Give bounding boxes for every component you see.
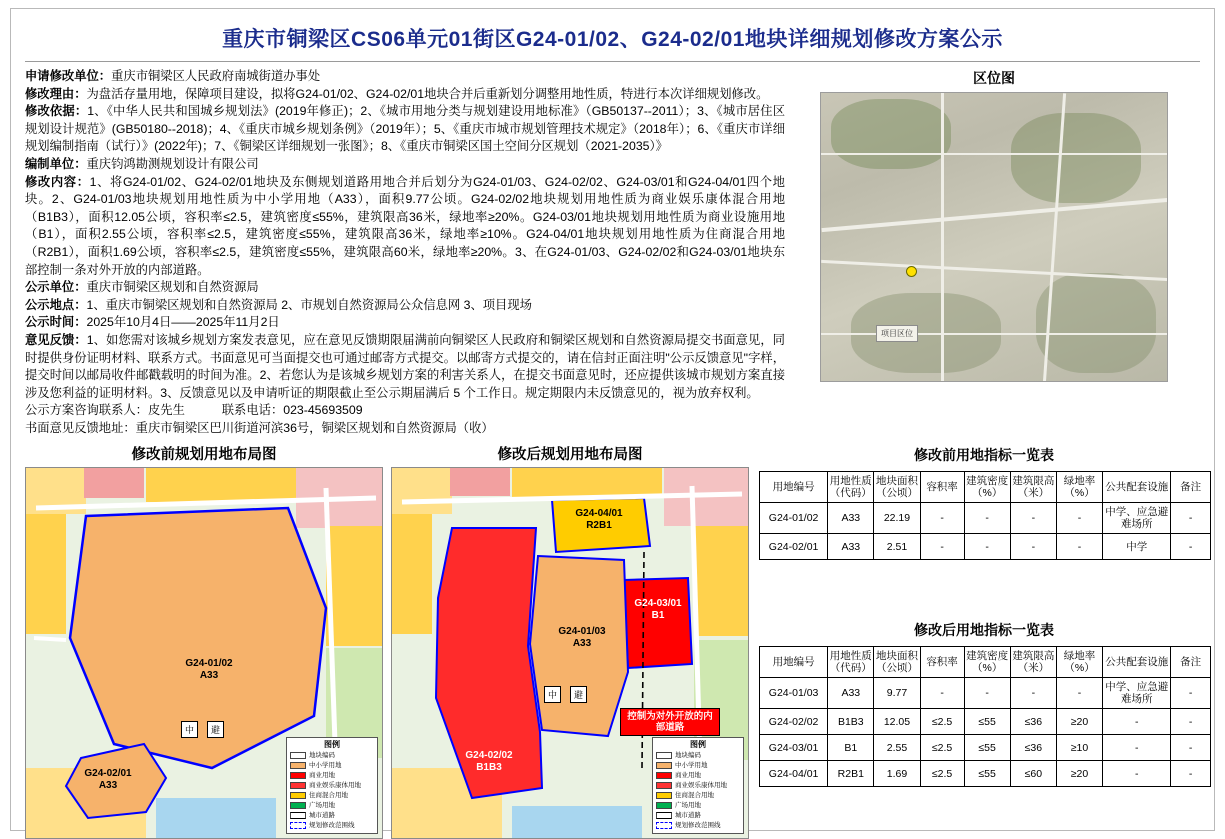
parcel-label-g2401-03 [540,626,624,650]
paragraph-text: 为盘活存量用地，保障项目建设，拟将G24-01/02、G24-02/01地块合并后重新划分调整用地性质，特进行本次详细规划修改。 [86,86,769,101]
badge-school-icon: 中 [544,686,561,703]
cell-far: - [920,678,964,709]
cell-code: G24-03/01 [760,735,828,761]
public-notice-sheet [10,8,1215,831]
before-map-legend [286,737,378,834]
table-row [760,761,1211,787]
th-density: 建筑密度（%） [964,647,1010,678]
legend-label: 中小学用地 [675,762,708,770]
paragraph-applicant [25,68,785,86]
parcel-code: G24-01/02 [185,658,233,670]
table-header-row [760,647,1211,678]
cell-far: - [920,503,964,534]
cell-code: G24-04/01 [760,761,828,787]
tables-column [757,443,1209,839]
legend-swatch [290,762,306,769]
before-table-title: 修改前用地指标一览表 [914,447,1054,464]
legend-swatch [656,772,672,779]
paragraph-basis [25,103,785,156]
after-map-image [391,467,749,839]
location-map-column [795,68,1193,437]
before-map-block [25,443,383,839]
cell-use: B1B3 [828,709,874,735]
legend-label: 住商混合用地 [309,792,348,800]
legend-item [656,751,740,760]
cell-area: 2.55 [874,735,920,761]
paragraph-text: 2025年10月4日——2025年11月2日 [86,315,280,330]
cell-facilities: 中学、应急避难场所 [1103,503,1171,534]
paragraph-label: 修改内容： [25,174,90,189]
cell-remark: - [1171,534,1211,560]
cell-height: - [1010,534,1056,560]
legend-swatch [656,782,672,789]
legend-item [290,771,374,780]
paragraph-content [25,174,785,280]
parcel-use: A33 [572,638,592,650]
before-index-table [759,471,1211,560]
paragraph-period [25,314,785,332]
cell-green: ≥10 [1056,735,1102,761]
cell-far: ≤2.5 [920,709,964,735]
legend-swatch [656,752,672,759]
parcel-label-g2401-02 [154,658,264,682]
legend-label: 规划修改范围线 [309,822,355,830]
cell-code: G24-02/01 [760,534,828,560]
cell-height: - [1010,503,1056,534]
after-table-title: 修改后用地指标一览表 [914,622,1054,639]
cell-use: A33 [828,534,874,560]
legend-item [656,801,740,810]
legend-item [290,761,374,770]
legend-swatch [290,772,306,779]
paragraph-label: 修改理由： [25,86,87,101]
after-index-table [759,646,1211,787]
legend-label: 商业娱乐康体用地 [675,782,727,790]
legend-label: 商业用地 [309,772,335,780]
legend-label: 地块编码 [675,752,701,760]
legend-label: 广场用地 [675,802,701,810]
legend-swatch [656,802,672,809]
parcel-label-g2402-02 [444,750,534,774]
cell-green: ≥20 [1056,761,1102,787]
legend-swatch [290,822,306,829]
legend-item [656,781,740,790]
th-use: 用地性质（代码） [828,647,874,678]
paragraph-address [25,420,785,438]
legend-item [656,821,740,830]
legend-swatch [290,782,306,789]
legend-swatch [656,762,672,769]
cell-use: R2B1 [828,761,874,787]
legend-item [290,811,374,820]
cell-facilities: - [1103,735,1171,761]
th-area: 地块面积（公顷） [874,472,920,503]
badge-shelter-icon: 避 [570,686,587,703]
cell-far: - [920,534,964,560]
th-facilities: 公共配套设施 [1103,647,1171,678]
paragraph-label: 修改依据： [25,104,88,119]
table-row [760,534,1211,560]
cell-density: ≤55 [964,735,1010,761]
legend-title: 图例 [690,740,706,750]
paragraph-label: 公示单位： [25,280,87,295]
legend-swatch [290,752,306,759]
paragraph-text: 书面意见反馈地址：重庆市铜梁区巴川街道河滨36号，铜梁区规划和自然资源局（收） [25,420,494,435]
cell-facilities: 中学、应急避难场所 [1103,678,1171,709]
th-facilities: 公共配套设施 [1103,472,1171,503]
paragraph-text: 重庆市铜梁区人民政府南城街道办事处 [111,69,321,83]
th-green: 绿地率（%） [1056,647,1102,678]
paragraph-text: 1、重庆市铜梁区规划和自然资源局 2、市规划自然资源局公众信息网 3、项目现场 [86,297,532,312]
cell-height: ≤36 [1010,709,1056,735]
legend-label: 城市道路 [675,812,701,820]
th-remark: 备注 [1171,647,1211,678]
parcel-use: A33 [98,780,118,792]
legend-label: 城市道路 [309,812,335,820]
legend-item [290,791,374,800]
legend-item [290,801,374,810]
cell-remark: - [1171,761,1211,787]
legend-swatch [290,802,306,809]
page-title: 重庆市铜梁区CS06单元01街区G24-01/02、G24-02/01地块详细规划修改方案公示 [222,28,1003,51]
cell-use: A33 [828,678,874,709]
legend-item [656,761,740,770]
cell-density: - [964,503,1010,534]
map-road [821,333,1168,335]
legend-swatch [656,822,672,829]
legend-label: 商业用地 [675,772,701,780]
paragraph-preparer [25,156,785,174]
parcel-code: G24-03/01 [634,598,682,610]
th-use: 用地性质（代码） [828,472,874,503]
legend-item [656,791,740,800]
th-height: 建筑限高（米） [1010,647,1056,678]
cell-remark: - [1171,503,1211,534]
legend-item [290,821,374,830]
cell-use: A33 [828,503,874,534]
cell-facilities: 中学 [1103,534,1171,560]
parcel-use: A33 [199,670,219,682]
lower-section [25,443,1200,839]
th-green: 绿地率（%） [1056,472,1102,503]
before-map-title: 修改前规划用地布局图 [131,447,277,464]
th-code: 用地编号 [760,647,828,678]
paragraph-text: 公示方案咨询联系人：皮先生 联系电话：023-45693509 [25,403,363,418]
parcel-use: R2B1 [586,520,612,532]
after-map-title: 修改后规划用地布局图 [497,447,643,464]
cell-use: B1 [828,735,874,761]
paragraph-text: 1、如您需对该城乡规划方案发表意见，应在意见反馈期限届满前向铜梁区人民政府和铜梁区规划和自然资源局提交书面意见，同时提供身份证明材料、联系方式。书面意见可当面提交也可通过邮寄方式提交。以邮寄方式提交的，请在信封正面注明"公示反馈意见"字样，提交时间以邮局收件邮戳载明的时间为准。2、若您认为是该城乡规划方案的利害关系人，在提交书面意见时，还应提供该城市规划方案直接涉及您利益的证明材料。3、反馈意见以及申请听证的期限截止至公示期届满后 5 个工作日。规定期限内未反馈意见的，视为放弃权利。 [25,332,785,400]
cell-density: ≤55 [964,761,1010,787]
cell-height: ≤60 [1010,761,1056,787]
legend-label: 住商混合用地 [675,792,714,800]
table-row [760,709,1211,735]
parcel-code: G24-01/03 [558,626,606,638]
paragraph-text: 重庆市铜梁区规划和自然资源局 [86,280,259,295]
before-map-image [25,467,383,839]
cell-far: ≤2.5 [920,761,964,787]
paragraph-label: 编制单位： [25,156,87,171]
parcel-use: B1B3 [476,762,502,774]
cell-area: 12.05 [874,709,920,735]
paragraph-reason [25,86,785,104]
parcel-g2403-01-shape [624,578,692,668]
upper-section [25,68,1200,437]
paragraph-label: 公示时间： [25,315,87,330]
cell-code: G24-01/03 [760,678,828,709]
paragraph-label: 申请修改单位： [25,69,112,83]
parcel-label-g2402-01 [58,768,158,792]
cell-density: ≤55 [964,709,1010,735]
paragraph-text: 1、《中华人民共和国城乡规划法》(2019年修正)；2、《城市用地分类与规划建设用地标准》（GB50137--2011）；3、《城市居住区规划设计规范》(GB50180--2018)；4、《重庆市城乡规划条例》（2019年）；5、《重庆市城市规划管理技术规定》（2018年）；6、《重庆市详细规划编制指南（试行）》(2022年)；7、《铜梁区详细规划一张图》；8、《重庆市铜梁区国土空间分区规划（2021-2035）》 [25,104,785,154]
legend-label: 规划修改范围线 [675,822,721,830]
paragraph-contact [25,402,785,420]
cell-area: 2.51 [874,534,920,560]
cell-density: - [964,534,1010,560]
paragraph-label: 意见反馈： [25,332,87,347]
tables-spacer [759,560,1209,618]
cell-green: - [1056,534,1102,560]
cell-area: 1.69 [874,761,920,787]
legend-item [290,781,374,790]
paragraph-locations [25,297,785,315]
after-map-legend [652,737,744,834]
cell-far: ≤2.5 [920,735,964,761]
map-green-area [1036,273,1156,373]
table-row [760,503,1211,534]
legend-title: 图例 [324,740,340,750]
th-far: 容积率 [920,647,964,678]
cell-remark: - [1171,709,1211,735]
paragraph-text: 1、将G24-01/02、G24-02/01地块及东侧规划道路用地合并后划分为G24-01/03、G24-02/02、G24-03/01和G24-04/01四个地块。2、G24-01/03地块规划用地性质为中小学用地（A33），面积9.77公顷。G24-02/02地块规划用地性质为商业娱乐康体混合用地（B1B3），面积12.05公顷，容积率≤2.5，建筑密度≤55%，建筑限高36米，绿地率≥20%。G24-03/01地块规划用地性质为商业设施用地（B1），面积2.55公顷，容积率≤2.5，建筑密度≤55%，建筑限高36米，绿地率≥10%。G24-04/01地块规划用地性质为住商混合用地（R2B1），面积1.69公顷，容积率≤2.5，建筑密度≤55%，建筑限高60米，绿地率≥20%。3、在G24-01/03、G24-02/02和G24-03/01地块东部控制一条对外开放的内部道路。 [25,174,785,277]
legend-label: 地块编码 [309,752,335,760]
table-header-row [760,472,1211,503]
title-divider [25,61,1200,62]
legend-label: 中小学用地 [309,762,342,770]
cell-facilities: - [1103,709,1171,735]
th-density: 建筑密度（%） [964,472,1010,503]
th-remark: 备注 [1171,472,1211,503]
legend-item [290,751,374,760]
parcel-code: G24-02/02 [465,750,513,762]
parcel-code: G24-02/01 [84,768,132,780]
cell-height: ≤36 [1010,735,1056,761]
legend-swatch [290,792,306,799]
parcel-code: G24-04/01 [575,508,623,520]
cell-green: ≥20 [1056,709,1102,735]
paragraph-feedback [25,332,785,402]
badge-school-icon: 中 [181,721,198,738]
paragraph-label: 公示地点： [25,297,87,312]
cell-remark: - [1171,735,1211,761]
th-far: 容积率 [920,472,964,503]
legend-label: 商业娱乐康体用地 [309,782,361,790]
parcel-label-g2403-01 [622,598,694,622]
table-row [760,735,1211,761]
parcel-label-g2404-01 [547,508,651,532]
location-map-title: 区位图 [973,70,1015,86]
paragraph-text: 重庆钧鸿勘测规划设计有限公司 [86,156,259,171]
map-road [941,93,944,382]
after-map-block [391,443,749,839]
map-road [821,198,1168,232]
cell-code: G24-02/02 [760,709,828,735]
map-road [34,638,66,640]
legend-swatch [290,812,306,819]
cell-code: G24-01/02 [760,503,828,534]
location-marker-icon [906,266,917,277]
cell-density: - [964,678,1010,709]
internal-road-callout: 控制为对外开放的内部道路 [620,708,720,736]
location-map-image [820,92,1168,382]
location-marker-label: 项目区位 [876,325,918,342]
legend-swatch [656,812,672,819]
table-row [760,678,1211,709]
th-area: 地块面积（公顷） [874,647,920,678]
th-code: 用地编号 [760,472,828,503]
map-road [821,153,1168,155]
legend-swatch [656,792,672,799]
cell-height: - [1010,678,1056,709]
map-green-area [1011,113,1141,203]
cell-area: 9.77 [874,678,920,709]
parcel-use: B1 [651,610,665,622]
badge-shelter-icon: 避 [207,721,224,738]
th-height: 建筑限高（米） [1010,472,1056,503]
paragraph-publisher [25,279,785,297]
cell-facilities: - [1103,761,1171,787]
map-road [821,260,1168,281]
cell-remark: - [1171,678,1211,709]
cell-green: - [1056,503,1102,534]
legend-label: 广场用地 [309,802,335,810]
cell-area: 22.19 [874,503,920,534]
map-green-area [831,99,951,169]
legend-item [656,811,740,820]
legend-item [656,771,740,780]
cell-green: - [1056,678,1102,709]
notice-text-column [25,68,785,437]
